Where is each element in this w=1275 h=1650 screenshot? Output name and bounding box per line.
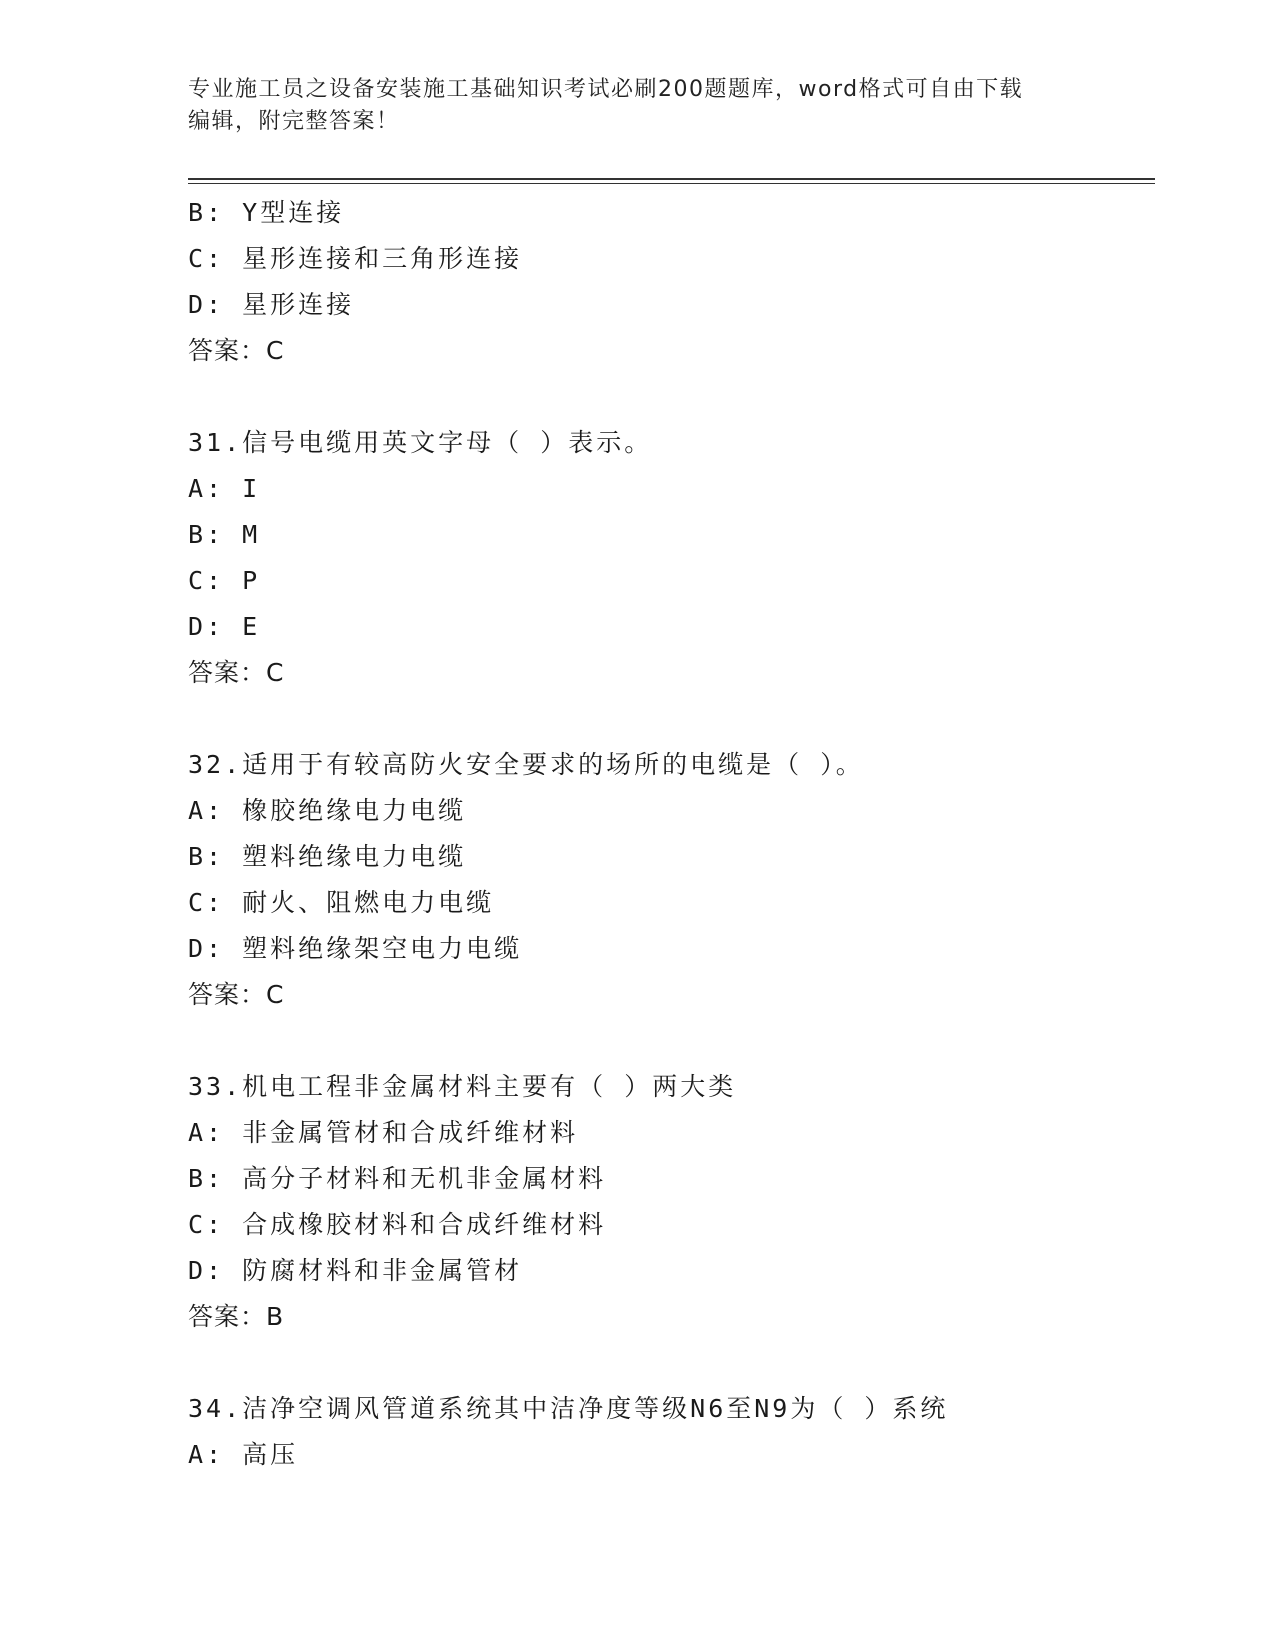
question-34 [188,1386,1155,1478]
header-divider-thick [188,178,1155,180]
header-divider-thin [188,183,1155,184]
question-stem: 33.机电工程非金属材料主要有（ ）两大类 [188,1072,737,1101]
option-c: C: 星形连接和三角形连接 [188,244,523,273]
option-c: C: P [188,566,261,595]
question-stem: 32.适用于有较高防火安全要求的场所的电缆是（ ）。 [188,750,864,779]
answer: 答案：C [188,658,285,687]
question-list [188,190,1155,1478]
option-d: D: 塑料绝缘架空电力电缆 [188,934,523,963]
question-31 [188,420,1155,696]
answer: 答案：B [188,1302,285,1331]
header-line-1: 专业施工员之设备安装施工基础知识考试必刷200题题库，word格式可自由下载 [188,77,1024,102]
answer: 答案：C [188,336,285,365]
option-a: A: 高压 [188,1440,299,1469]
option-a: A: 非金属管材和合成纤维材料 [188,1118,579,1147]
option-b: B: 高分子材料和无机非金属材料 [188,1164,607,1193]
option-b: B: M [188,520,261,549]
header-line-2: 编辑，附完整答案！ [188,109,400,134]
question-33 [188,1064,1155,1340]
question-32 [188,742,1155,1018]
question-stem: 31.信号电缆用英文字母（ ）表示。 [188,428,653,457]
option-b: B: Y型连接 [188,198,345,227]
option-b: B: 塑料绝缘电力电缆 [188,842,467,871]
answer: 答案：C [188,980,285,1009]
document-header [188,74,1088,138]
option-d: D: 防腐材料和非金属管材 [188,1256,523,1285]
option-c: C: 耐火、阻燃电力电缆 [188,888,495,917]
question-30-partial [188,190,1155,374]
option-c: C: 合成橡胶材料和合成纤维材料 [188,1210,607,1239]
option-a: A: 橡胶绝缘电力电缆 [188,796,467,825]
question-stem: 34.洁净空调风管道系统其中洁净度等级N6至N9为（ ）系统 [188,1394,949,1423]
option-a: A: I [188,474,261,503]
option-d: D: 星形连接 [188,290,355,319]
option-d: D: E [188,612,261,641]
